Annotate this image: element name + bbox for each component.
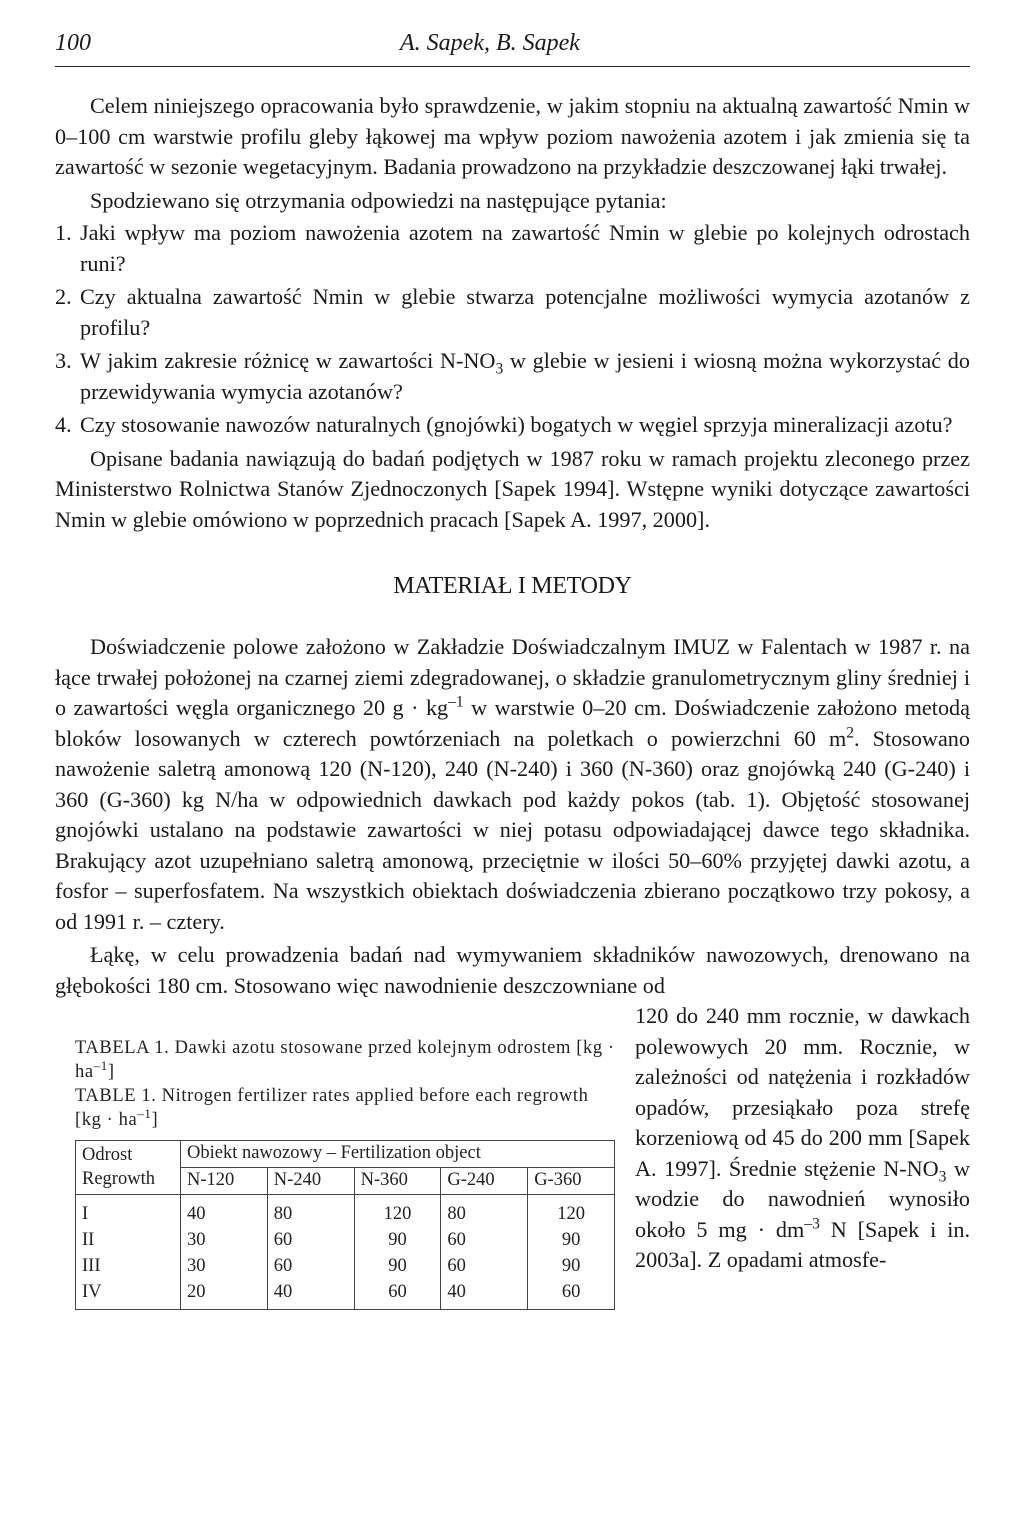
- table-row: [76, 1227, 615, 1253]
- side-text-2: w wodzie do nawodnień wynosiło około 5 mg · dm: [635, 1155, 970, 1242]
- cell: 120: [354, 1195, 441, 1228]
- caption-en-text: TABLE 1. Nitrogen fertilizer rates applied before each regrowth [kg · ha: [75, 1086, 589, 1130]
- header-col: N-120: [181, 1168, 268, 1195]
- row-label: II: [76, 1227, 181, 1253]
- cell: 90: [354, 1227, 441, 1253]
- row-label: IV: [76, 1279, 181, 1310]
- row-label: III: [76, 1253, 181, 1279]
- question-item: [55, 410, 970, 441]
- cell: 60: [528, 1279, 615, 1310]
- cell: 60: [267, 1253, 354, 1279]
- cell: 30: [181, 1253, 268, 1279]
- caption-pl-end: ]: [107, 1062, 115, 1082]
- cell: 120: [528, 1195, 615, 1228]
- header-object: Obiekt nawozowy – Fertilization object: [181, 1141, 615, 1168]
- table-wrap-region: [55, 1001, 970, 1341]
- cell: 40: [441, 1279, 528, 1310]
- table-caption-pl: [75, 1036, 615, 1084]
- cell: 40: [181, 1195, 268, 1228]
- row-label: I: [76, 1195, 181, 1228]
- question-text: Jaki wpływ ma poziom nawożenia azotem na zawartość Nmin w glebie po kolejnych odrostach runi?: [80, 220, 970, 276]
- question-item: [55, 218, 970, 279]
- superscript: –1: [93, 1057, 108, 1073]
- method-text-1: Doświadczenie polowe założono w Zakładzie Doświadczalnym IMUZ w Falentach w 1987 r. na łące trwałej położonej na czarnej ziemi zdegradowanej, o składzie granulometrycznym gliny średniej i o zawartości węgla organicznego 20 g · kg: [55, 634, 970, 720]
- question-number: 1.: [55, 220, 72, 245]
- running-authors: A. Sapek, B. Sapek: [400, 30, 580, 56]
- header-col: G-360: [528, 1168, 615, 1195]
- cell: 80: [441, 1195, 528, 1228]
- superscript: 2: [846, 724, 854, 742]
- questions-lead: Spodziewano się otrzymania odpowiedzi na następujące pytania:: [90, 187, 667, 213]
- section-heading: MATERIAŁ I METODY: [393, 573, 632, 599]
- journal-page: [55, 28, 970, 1341]
- header-col: N-240: [267, 1168, 354, 1195]
- cell: 90: [528, 1227, 615, 1253]
- question-number: 3.: [55, 348, 72, 373]
- wrapped-side-text: [635, 1001, 970, 1276]
- question-text: Czy aktualna zawartość Nmin w glebie stwarza potencjalne możliwości wymycia azotanów z profilu?: [80, 284, 970, 340]
- header-col: G-240: [441, 1168, 528, 1195]
- header-regrowth: Odrost Regrowth: [76, 1141, 181, 1195]
- cell: 90: [528, 1253, 615, 1279]
- question-text-a: W jakim zakresie różnicę w zawartości N-NO: [80, 348, 496, 373]
- cell: 80: [267, 1195, 354, 1228]
- cell: 20: [181, 1279, 268, 1310]
- method-text-3: . Stosowano nawożenie saletrą amonową 120 (N-120), 240 (N-240) i 360 (N-360) oraz gnojówką 240 (G-240) i 360 (G-360) kg N/ha w odpowiednich dawkach pod każdy pokos (tab. 1). Objętość stosowanej gnojówki ustalano na podstawie zawartości w niej potasu odpowiadającej dawce tego składnika. Brakujący azot uzupełniano saletrą amonową, przeciętnie w ilości 50–60% przyjętej dawki azotu, a fosfor – superfosfatem. Na wszystkich obiektach doświadczenia zbierano początkowo trzy pokosy, a od 1991 r. – cztery.: [55, 725, 970, 934]
- intro-paragraph: Celem niniejszego opracowania było sprawdzenie, w jakim stopniu na aktualną zawartość Nmin w 0–100 cm warstwie profilu gleby łąkowej ma wpływ poziom nawożenia azotem i jak zmienia się ta zawartość w sezonie wegetacyjnym. Badania prowadzono na przykładzie deszczowanej łąki trwałej.: [55, 93, 970, 179]
- cell: 30: [181, 1227, 268, 1253]
- cell: 60: [354, 1279, 441, 1310]
- table-caption-en: [75, 1084, 615, 1132]
- prior-work-paragraph: Opisane badania nawiązują do badań podjętych w 1987 roku w ramach projektu zleconego przez Ministerstwo Rolnictwa Stanów Zjednoczonych [Sapek 1994]. Wstępne wyniki dotyczące zawartości Nmin w glebie omówiono w poprzednich pracach [Sapek A. 1997, 2000].: [55, 445, 970, 532]
- superscript: –1: [137, 1105, 152, 1121]
- caption-en-end: ]: [151, 1110, 159, 1130]
- side-text-3: N [Sapek i in. 2003a]. Z opadami atmosfe-: [635, 1216, 970, 1272]
- cell: 40: [267, 1279, 354, 1310]
- running-header: [55, 28, 970, 67]
- dose-table: [75, 1140, 615, 1310]
- table-1: [75, 1036, 615, 1310]
- header-col: N-360: [354, 1168, 441, 1195]
- cell: 60: [267, 1227, 354, 1253]
- question-item: [55, 282, 970, 343]
- question-number: 4.: [55, 412, 72, 437]
- research-questions: [55, 218, 970, 441]
- question-text: Czy stosowanie nawozów naturalnych (gnojówki) bogatych w węgiel sprzyja mineralizacji azotu?: [80, 412, 953, 437]
- table-row: [76, 1195, 615, 1228]
- question-text-b: w glebie w jesieni i wiosną można wykorzystać do przewidywania wymycia azotanów?: [80, 348, 970, 404]
- cell: 60: [441, 1227, 528, 1253]
- side-text-1: 120 do 240 mm rocznie, w dawkach polewowych 20 mm. Rocznie, w zależności od natężenia i rozkładów opadów, przesiąkało poza strefę korzeniową od 45 do 200 mm [Sapek A. 1997]. Średnie stężenie N-NO: [635, 1003, 970, 1181]
- subscript: 3: [495, 360, 504, 378]
- question-item: [55, 346, 970, 407]
- cell: 90: [354, 1253, 441, 1279]
- table-row: [76, 1253, 615, 1279]
- subscript: 3: [938, 1167, 947, 1185]
- superscript: –1: [448, 693, 464, 711]
- meadow-paragraph: Łąkę, w celu prowadzenia badań nad wymywaniem składników nawozowych, drenowano na głębokości 180 cm. Stosowano więc nawodnienie deszczowniane od: [55, 942, 970, 998]
- table-row: [76, 1279, 615, 1310]
- method-paragraph: [55, 632, 970, 937]
- question-number: 2.: [55, 284, 72, 309]
- superscript: –3: [804, 1215, 820, 1233]
- page-number: 100: [55, 30, 91, 56]
- caption-pl-text: TABELA 1. Dawki azotu stosowane przed kolejnym odrostem [kg · ha: [75, 1038, 615, 1082]
- cell: 60: [441, 1253, 528, 1279]
- method-text-2: w warstwie 0–20 cm. Doświadczenie założono metodą bloków losowanych w czterech powtórzeniach na poletkach o powierzchni 60 m: [55, 695, 970, 751]
